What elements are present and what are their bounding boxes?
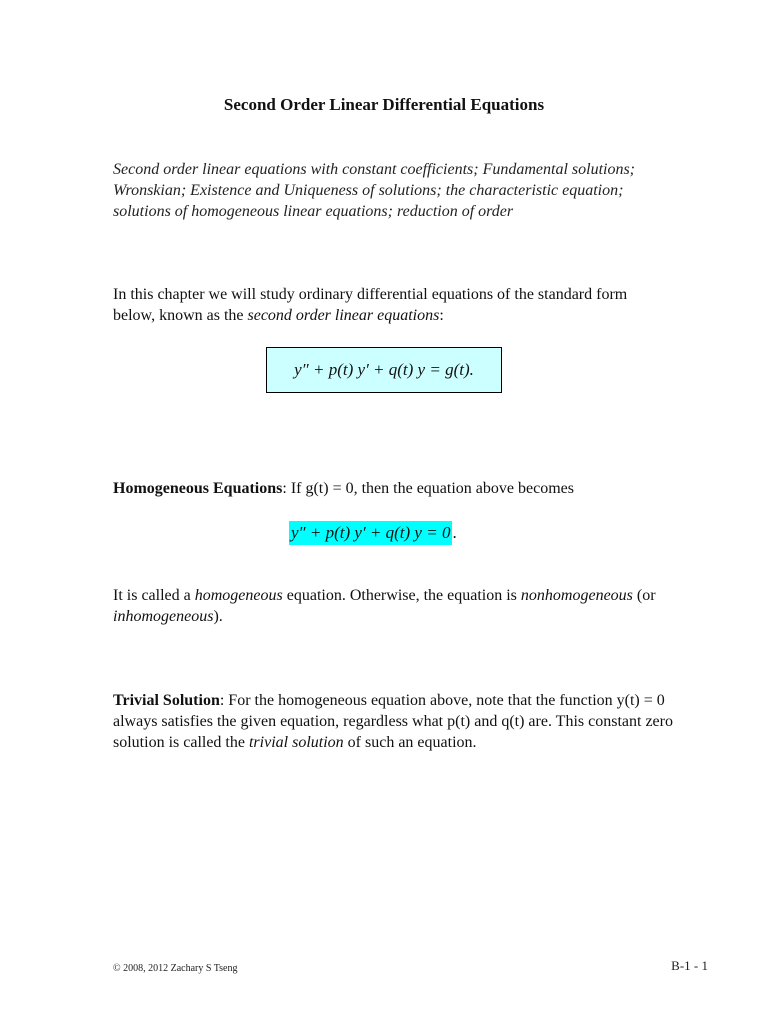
trivial-text-2: of such an equation. — [343, 734, 477, 751]
chapter-abstract: Second order linear equations with constant coefficients; Fundamental solutions; Wronskian; Existence and Uniqueness of solutions; the characteristic equation; solutions of homogeneous linear equations; reduction of order — [113, 161, 636, 220]
called-text-3: (or — [632, 587, 656, 604]
homogeneous-label: Homogeneous Equations — [113, 480, 283, 497]
homogeneous-equation-line — [289, 521, 457, 545]
intro-paragraph — [113, 284, 673, 326]
homogeneous-equation-period: . — [452, 523, 457, 542]
general-equation-box — [266, 347, 502, 393]
footer-page-number: B-1 - 1 — [671, 958, 708, 973]
footer-copyright: © 2008, 2012 Zachary S Tseng — [113, 963, 238, 974]
called-em-homogeneous: homogeneous — [194, 587, 283, 604]
homogeneous-equation: y″ + p(t) y′ + q(t) y = 0 — [289, 521, 452, 545]
general-equation: y″ + p(t) y′ + q(t) y = g(t). — [294, 360, 474, 379]
trivial-paragraph — [113, 690, 673, 753]
called-text-1: It is called a — [113, 587, 195, 604]
trivial-em: trivial solution — [248, 734, 344, 751]
homogeneous-paragraph — [113, 478, 673, 499]
called-text-4: ). — [213, 608, 223, 625]
trivial-label: Trivial Solution — [113, 692, 220, 709]
called-em-nonhomogeneous: nonhomogeneous — [520, 587, 633, 604]
trivial-text-1: : For the homogeneous equation above, note that the function y(t) = 0 always satisfies the given equation, regardless what p(t) and q(t) are. This constant zero solution is called the — [113, 692, 673, 751]
intro-emphasis: second order linear equations — [247, 307, 440, 324]
page-title: Second Order Linear Differential Equations — [223, 95, 545, 114]
called-text-2: equation. Otherwise, the equation is — [282, 587, 521, 604]
homogeneous-text: : If g(t) = 0, then the equation above becomes — [282, 480, 574, 497]
intro-text-before: In this chapter we will study ordinary differential equations of the standard form below, known as the — [113, 286, 628, 324]
called-paragraph — [113, 585, 673, 627]
intro-text-after: : — [439, 307, 444, 324]
called-em-inhomogeneous: inhomogeneous — [113, 608, 214, 625]
